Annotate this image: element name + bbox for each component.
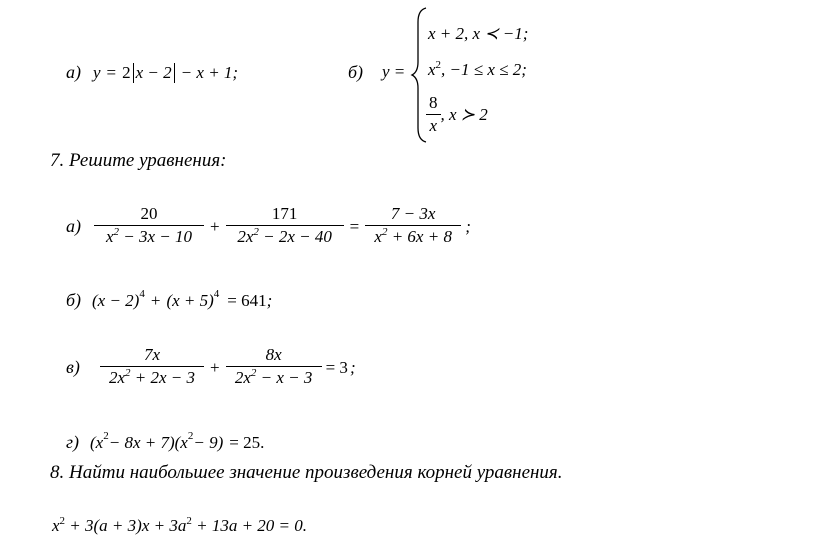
p7a-f3-den-exp: 2 [381,226,388,238]
p7g-rhs: = 25. [229,432,265,452]
p7g-p2-a: (x [174,432,188,452]
problem6-a [66,62,238,83]
case2-rest: , −1 ≤ x ≤ 2; [441,60,527,79]
problem7-v-fraction-1 [100,344,204,391]
p7a-f2-numerator: 171 [226,203,344,226]
problem6-a-end: ; [232,62,239,82]
p7g-p2-b: − 9) [193,432,224,452]
p7v-f1-numerator: 7x [100,344,204,367]
p7g-p1-a: (x [90,432,104,452]
p7v-f2-den-a: 2x [234,368,251,387]
p7v-f2-numerator: 8x [226,344,322,367]
p7b-plus: + [150,290,161,310]
p7a-plus: + [210,216,220,236]
problem6-b-label: б) [348,62,364,82]
p7a-f3-den-b: + 6x + 8 [387,227,452,246]
problem6-a-eq: = [106,62,117,82]
case3-numerator: 8 [426,92,441,115]
problem7-title: 7. Решите уравнения: [50,150,227,171]
problem6-b-label-wrap [348,62,363,83]
p7a-f1-den-b: − 3x − 10 [119,227,193,246]
problem7-b-label: б) [66,290,82,310]
problem6-a-label: а) [66,62,81,82]
p7a-f3-den-a: x [374,227,382,246]
p8-eq-exp1: 2 [59,515,66,527]
problem8-equation [52,516,307,536]
problem6-a-abs-content: x − 2 [135,62,172,82]
problem7-v-fraction-2 [226,344,322,391]
p7g-p1-b: − 8x + 7) [108,432,175,452]
problem6-a-rest: − x + 1 [180,62,233,82]
p7a-end: ; [465,216,471,236]
piecewise-case-1 [428,24,528,44]
problem7-a-fraction-2 [226,203,344,250]
p7a-f1-den-a: x [105,227,114,246]
p7v-rhs: = 3 [325,357,348,377]
problem6-b-lhs-wrap [382,62,405,82]
problem7-a-label: а) [66,216,81,236]
problem6-a-y: y [93,62,101,82]
problem7-g-label: г) [66,432,80,452]
problem7-v-label: в) [66,357,80,377]
problem8-title-wrap [50,462,563,484]
p7v-f1-den-a: 2x [108,368,126,387]
case3-rest: , x ≻ 2 [440,104,488,124]
p7b-term1: (x − 2) [92,290,140,310]
p7b-end: ; [266,290,273,310]
problem7-a [66,203,471,250]
p7g-p1-exp: 2 [103,429,109,442]
case3-denominator: x [429,116,438,135]
case1-text: x + 2, x ≺ −1; [428,24,529,43]
case3-fraction [426,92,441,137]
p7v-f1-den-b: + 2x − 3 [130,368,196,387]
p8-eq-c: + 13a + 20 = 0. [191,516,308,535]
p7b-rhs: = 641 [227,290,267,310]
problem6-b-lhs: y = [382,62,406,81]
p7v-end: ; [349,357,356,377]
p7a-f1-den-exp: 2 [113,226,120,238]
p7v-f2-den-exp: 2 [250,367,257,379]
p7a-f2-den-exp: 2 [253,226,259,238]
abs-bar-right [174,63,175,83]
problem7-title-wrap [50,150,226,172]
p7b-term1-exp: 4 [139,287,145,300]
case2-base: x [428,60,436,79]
problem7-v [66,344,356,391]
p7a-f3-numerator: 7 − 3x [365,203,461,226]
p7a-f2-den-a: 2x [237,227,254,246]
p8-eq-a: x [52,516,60,535]
p7a-f2-den-b: − 2x − 40 [258,227,332,246]
problem7-a-fraction-1 [94,203,204,250]
problem6-a-coef: 2 [122,62,131,82]
problem7-g [66,429,265,453]
problem8-title: 8. Найти наибольшее значение произведения корней уравнения. [50,462,563,483]
p7v-f1-den-exp: 2 [125,367,131,379]
problem7-b [66,287,273,311]
case2-exp: 2 [435,59,442,71]
p7v-f2-den-b: − x − 3 [256,368,313,387]
p8-eq-exp2: 2 [186,515,192,527]
problem7-a-fraction-3 [365,203,461,250]
p7b-term2-exp: 4 [213,287,220,300]
p7g-p2-exp: 2 [187,429,194,442]
abs-bar-left [133,63,134,83]
p8-eq-b: + 3(a + 3)x + 3a [65,516,187,535]
p7v-plus: + [210,357,220,377]
piecewise-case-2 [428,60,527,80]
p7a-f1-numerator: 20 [94,203,204,226]
p7b-term2: (x + 5) [166,290,214,310]
p7a-eq: = [349,216,360,236]
piecewise-case-3 [426,92,488,137]
